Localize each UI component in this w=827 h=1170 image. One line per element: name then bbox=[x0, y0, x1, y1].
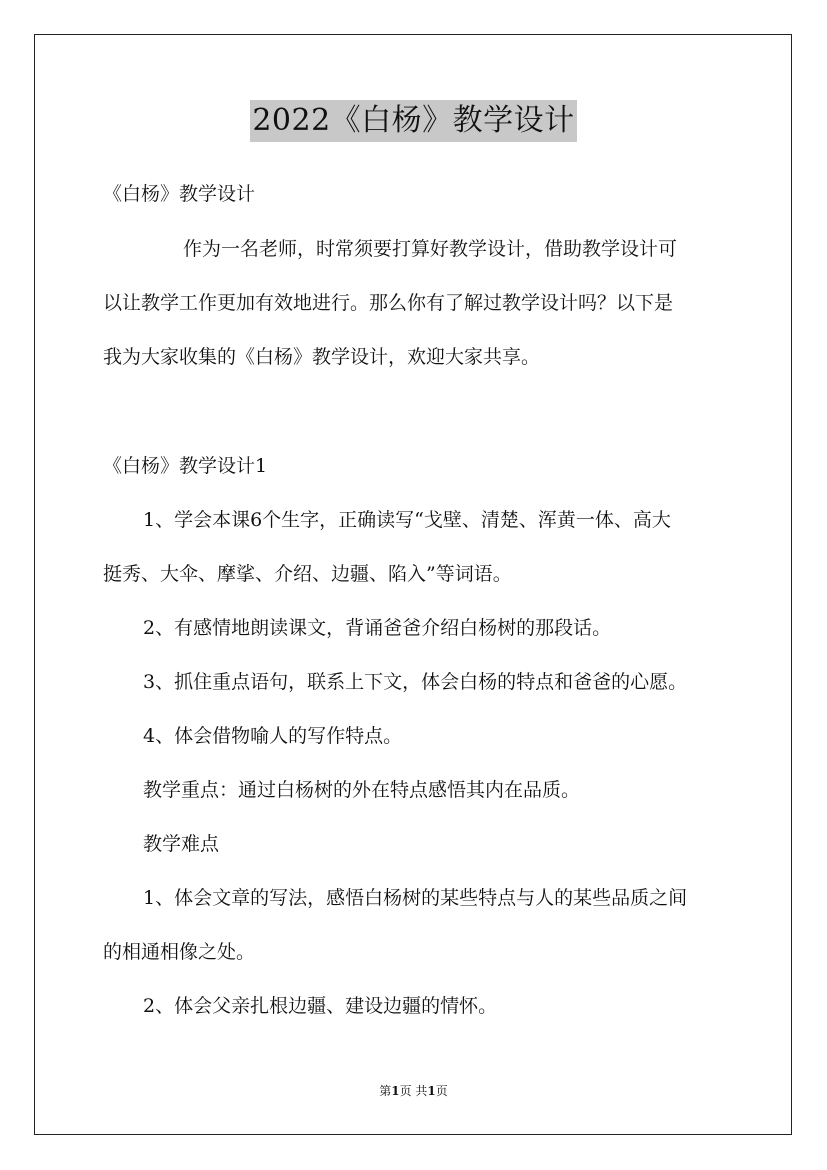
goal-1-line-1: 1、学会本课6个生字，正确读写“戈壁、清楚、浑黄一体、高大 bbox=[143, 509, 671, 531]
page-footer bbox=[0, 1083, 827, 1099]
difficulty-2: 2、体会父亲扎根边疆、建设边疆的情怀。 bbox=[143, 995, 498, 1017]
footer-suffix: 页 bbox=[435, 1084, 448, 1098]
difficulty-1-line-2: 的相通相像之处。 bbox=[103, 941, 256, 963]
subtitle: 《白杨》教学设计 bbox=[103, 183, 256, 205]
document-title-text: 2022《白杨》教学设计 bbox=[250, 100, 576, 142]
goal-4: 4、体会借物喻人的写作特点。 bbox=[143, 725, 403, 747]
footer-current-page: 1 bbox=[391, 1084, 400, 1098]
difficulty-1-line-1: 1、体会文章的写法，感悟白杨树的某些特点与人的某些品质之间 bbox=[143, 887, 688, 909]
footer-prefix: 第 bbox=[379, 1084, 392, 1098]
key-point: 教学重点：通过白杨树的外在特点感悟其内在品质。 bbox=[143, 779, 581, 801]
intro-line-3: 我为大家收集的《白杨》教学设计，欢迎大家共享。 bbox=[103, 346, 541, 368]
goal-3: 3、抓住重点语句，联系上下文，体会白杨的特点和爸爸的心愿。 bbox=[143, 671, 688, 693]
footer-total-pages: 1 bbox=[427, 1084, 436, 1098]
intro-line-1: 作为一名老师，时常须要打算好教学设计，借助教学设计可 bbox=[183, 238, 678, 260]
section-heading: 《白杨》教学设计1 bbox=[103, 455, 268, 477]
goal-2: 2、有感情地朗读课文，背诵爸爸介绍白杨树的那段话。 bbox=[143, 617, 612, 639]
difficulty-label: 教学难点 bbox=[143, 833, 220, 855]
footer-mid: 页 共 bbox=[399, 1084, 428, 1098]
goal-1-line-2: 挺秀、大伞、摩挲、介绍、边疆、陷入”等词语。 bbox=[103, 563, 512, 585]
intro-line-2: 以让教学工作更加有效地进行。那么你有了解过教学设计吗？以下是 bbox=[103, 292, 674, 314]
document-title bbox=[0, 100, 827, 142]
